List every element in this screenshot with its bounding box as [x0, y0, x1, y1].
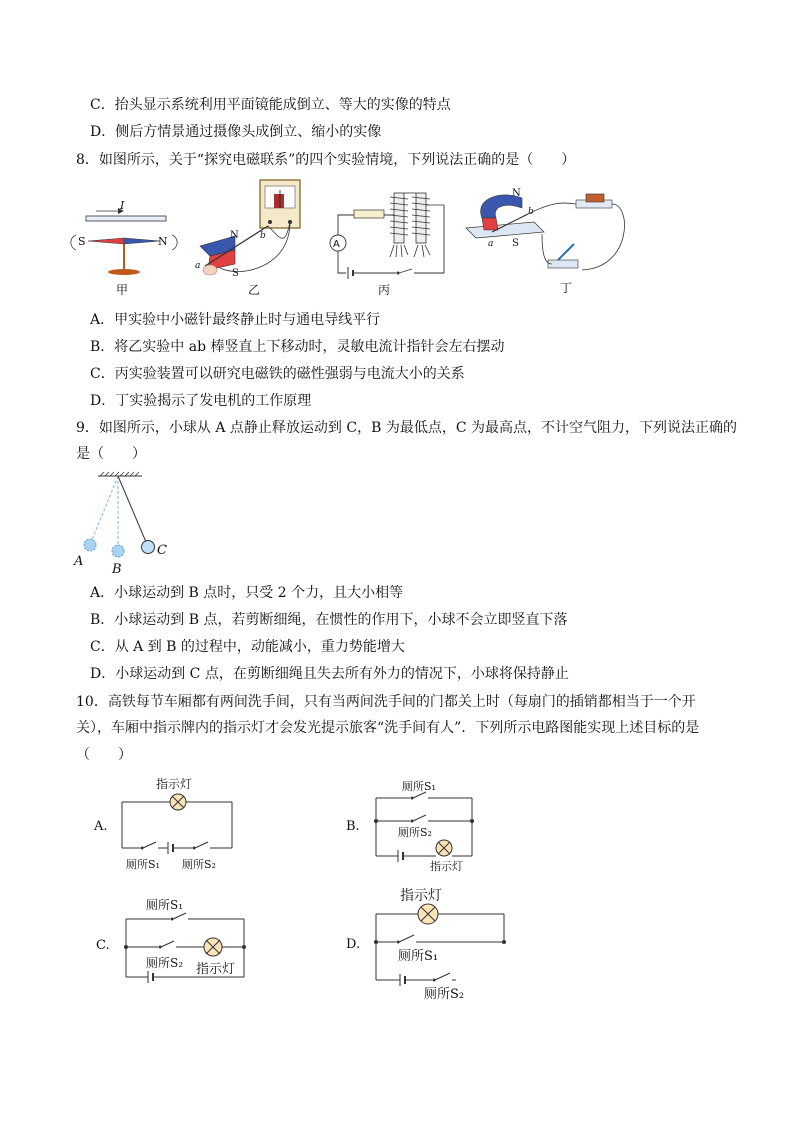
- q9-option-c: C．从 A 到 B 的过程中，动能减小，重力势能增大: [90, 639, 405, 655]
- q8-stem: 8．如图所示，关于“探究电磁联系”的四个实验情境，下列说法正确的是（ ）: [76, 152, 576, 168]
- caption-bing: 丙: [378, 283, 391, 297]
- q10-circuit-b: [346, 774, 486, 874]
- q10-stem-line1: 10．高铁每节车厢都有两间洗手间，只有当两间洗手间的门都关上时（每扇门的插销都相当于一个开: [76, 694, 696, 710]
- q10-circuit-c: [92, 893, 262, 1003]
- q8-figure-bing: [316, 185, 456, 298]
- q7-option-c: C．抬头显示系统利用平面镜能成倒立、等大的实像的特点: [90, 97, 451, 113]
- circuit-c-s1-label: 厕所S₁: [146, 898, 184, 912]
- ding-n-label: N: [512, 188, 521, 199]
- q8-figure-yi: [190, 178, 310, 298]
- q9-option-a: A．小球运动到 B 点时，只受 2 个力，且大小相等: [90, 585, 404, 601]
- yi-n-label: N: [230, 230, 239, 241]
- q8-figure-jia: [68, 198, 188, 298]
- q10-stem-line2: 关），车厢中指示牌内的指示灯才会发光提示旅客“洗手间有人”．下列所示电路图能实现上述目标的是: [76, 720, 700, 736]
- circuit-a-s1-label: 厕所S₁: [126, 858, 160, 871]
- ding-b-label: b: [528, 207, 534, 217]
- caption-yi: 乙: [248, 283, 261, 297]
- q10-circuit-d: [344, 884, 524, 1004]
- q10-stem-line3: （ ）: [76, 747, 132, 763]
- q8-option-b: B．将乙实验中 ab 棒竖直上下移动时，灵敏电流计指针会左右摆动: [90, 339, 505, 355]
- circuit-d-lamp-label: 指示灯: [400, 888, 442, 904]
- circuit-c-s2-label: 厕所S₂: [146, 956, 184, 970]
- yi-b-label: b: [260, 231, 266, 241]
- q8-figure-ding: [462, 188, 642, 298]
- circuit-c-option-label: C.: [96, 938, 110, 953]
- bing-ammeter-label: A: [333, 239, 340, 250]
- q8-option-d: D．丁实验揭示了发电机的工作原理: [90, 393, 312, 409]
- q9-pendulum-figure: [70, 472, 180, 582]
- circuit-b-option-label: B.: [346, 819, 360, 834]
- q9-option-b: B．小球运动到 B 点，若剪断细绳，在惯性的作用下，小球不会立即竖直下落: [90, 612, 568, 628]
- circuit-a-lamp-label: 指示灯: [156, 777, 193, 791]
- jia-n-label: N: [158, 235, 168, 248]
- ding-a-label: a: [488, 239, 494, 249]
- q9-stem-line1: 9．如图所示，小球从 A 点静止释放运动到 C，B 为最低点，C 为最高点，不计空气阻力，下列说法正确的: [76, 420, 737, 436]
- q9-option-d: D．小球运动到 C 点，在剪断细绳且失去所有外力的情况下，小球将保持静止: [90, 666, 569, 682]
- circuit-c-lamp-label: 指示灯: [196, 962, 236, 977]
- current-label: I: [120, 199, 125, 212]
- circuit-d-option-label: D.: [346, 937, 361, 952]
- circuit-b-s2-label: 厕所S₂: [398, 826, 432, 839]
- point-a-label: A: [74, 554, 84, 569]
- yi-s-label: S: [232, 268, 239, 279]
- point-c-label: C: [157, 543, 167, 558]
- q9-stem-line2: 是（ ）: [76, 446, 146, 462]
- yi-a-label: a: [195, 261, 201, 271]
- q8-option-a: A．甲实验中小磁针最终静止时与通电导线平行: [90, 312, 381, 328]
- q8-option-c: C．丙实验装置可以研究电磁铁的磁性强弱与电流大小的关系: [90, 366, 465, 382]
- jia-s-label: S: [78, 235, 86, 248]
- caption-jia: 甲: [116, 283, 129, 297]
- q7-option-d: D．侧后方情景通过摄像头成倒立、缩小的实像: [90, 124, 382, 140]
- circuit-d-s1-label: 厕所S₁: [398, 949, 439, 964]
- point-b-label: B: [112, 562, 122, 577]
- caption-ding: 丁: [560, 281, 573, 295]
- ding-s-label: S: [512, 238, 519, 249]
- circuit-a-s2-label: 厕所S₂: [182, 858, 216, 871]
- circuit-d-s2-label: 厕所S₂: [424, 987, 465, 1002]
- circuit-b-lamp-label: 指示灯: [430, 860, 463, 873]
- circuit-b-s1-label: 厕所S₁: [402, 780, 436, 793]
- circuit-a-option-label: A.: [94, 819, 108, 834]
- q10-circuit-a: [90, 772, 250, 880]
